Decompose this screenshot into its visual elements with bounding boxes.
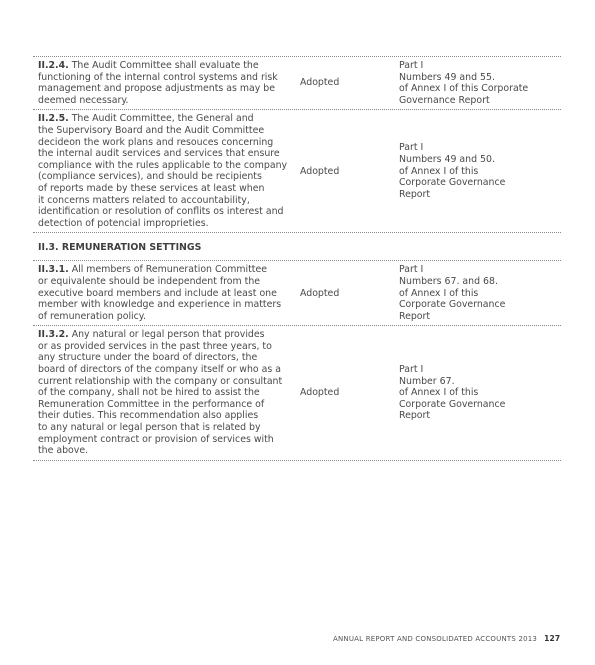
recommendations-table — [33, 56, 561, 461]
reference-line: Corporate Governance — [399, 299, 506, 311]
recommendation-line: employment contract or provision of services with — [38, 433, 274, 445]
reference-line: Governance Report — [399, 94, 490, 106]
recommendation-line: the Supervisory Board and the Audit Committee — [38, 124, 265, 136]
reference-line: Part I — [399, 142, 424, 154]
reference-line: Numbers 49 and 55. — [399, 71, 495, 83]
recommendation-line: it concerns matters related to accountability, — [38, 194, 250, 206]
recommendation-line-text: The Audit Committee, the General and — [71, 113, 254, 125]
reference-line: Report — [399, 188, 431, 200]
recommendation-line: of the company, shall not be hired to assist the — [38, 387, 260, 399]
recommendation-code: II.3.2. — [38, 329, 69, 341]
recommendation-line — [38, 60, 291, 72]
recommendation-line: the internal audit services and services that ensure — [38, 148, 280, 160]
audit-rows — [33, 56, 561, 232]
recommendation-line: (compliance services), and should be recipients — [38, 171, 262, 183]
reference-line: Corporate Governance — [399, 177, 506, 189]
recommendation-line — [38, 329, 291, 341]
recommendation-line — [38, 264, 291, 276]
reference-line: Corporate Governance — [399, 398, 506, 410]
reference-line: Part I — [399, 364, 424, 376]
reference-line: of Annex I of this — [399, 387, 479, 399]
adoption-status: Adopted — [300, 387, 340, 399]
recommendation-text — [33, 113, 291, 229]
recommendation-line: of reports made by these services at least when — [38, 182, 265, 194]
recommendation-line: of remuneration policy. — [38, 310, 146, 322]
recommendation-line: any structure under the board of directors, the — [38, 352, 258, 364]
recommendation-line: detection of potencial improprieties. — [38, 217, 209, 229]
recommendation-line: the above. — [38, 445, 89, 457]
reference-line: Report — [399, 310, 431, 322]
reference-line: Report — [399, 410, 431, 422]
recommendation-text — [33, 60, 291, 106]
page-footer — [333, 634, 560, 643]
reference-line: Number 67. — [399, 375, 455, 387]
reference-line: of Annex I of this — [399, 287, 479, 299]
reference-line: Part I — [399, 264, 424, 276]
table-row — [33, 325, 561, 461]
recommendation-line: current relationship with the company or consultant — [38, 375, 283, 387]
page-number: 127 — [544, 634, 561, 643]
recommendation-text — [33, 329, 291, 457]
report-reference — [399, 60, 559, 106]
recommendation-line: or as provided services in the past three years, to — [38, 340, 272, 352]
recommendation-line-text: The Audit Committee shall evaluate the — [71, 60, 259, 71]
recommendation-line: deemed necessary. — [38, 94, 129, 106]
recommendation-line — [38, 113, 291, 125]
recommendation-line: board of directors of the company itself or who as a — [38, 364, 281, 376]
recommendation-line: identification or resolution of conflits os interest and — [38, 206, 284, 218]
recommendation-line-text: Any natural or legal person that provides — [71, 329, 265, 341]
recommendation-code: II.2.4. — [38, 60, 69, 71]
section-heading: II.3. REMUNERATION SETTINGS — [33, 232, 561, 260]
recommendation-line: decideon the work plans and resouces concerning — [38, 136, 274, 148]
adoption-status: Adopted — [300, 165, 340, 177]
footer-title: ANNUAL REPORT AND CONSOLIDATED ACCOUNTS 2013 — [333, 635, 538, 643]
recommendation-line: Remuneration Committee in the performance of — [38, 398, 265, 410]
reference-line: Part I — [399, 60, 424, 71]
adoption-status: Adopted — [300, 287, 340, 299]
recommendation-line: their duties. This recommendation also applies — [38, 410, 259, 422]
reference-line: of Annex I of this Corporate — [399, 83, 529, 95]
table-row — [33, 109, 561, 232]
adoption-status: Adopted — [300, 77, 340, 89]
recommendation-line: member with knowledge and experience in matters — [38, 299, 282, 311]
report-reference — [399, 364, 559, 422]
report-reference — [399, 142, 559, 200]
recommendation-line: management and propose adjustments as may be — [38, 83, 275, 95]
reference-line: Numbers 67. and 68. — [399, 275, 498, 287]
reference-line: of Annex I of this — [399, 165, 479, 177]
report-reference — [399, 264, 559, 322]
recommendation-line: or equivalente should be independent from the — [38, 275, 261, 287]
recommendation-line: to any natural or legal person that is related by — [38, 422, 261, 434]
recommendation-line: executive board members and include at least one — [38, 287, 277, 299]
recommendation-code: II.3.1. — [38, 264, 69, 276]
recommendation-text — [33, 264, 291, 322]
reference-line: Numbers 49 and 50. — [399, 153, 495, 165]
table-row — [33, 260, 561, 325]
recommendation-code: II.2.5. — [38, 113, 69, 125]
recommendation-line: functioning of the internal control systems and risk — [38, 71, 278, 83]
table-row — [33, 56, 561, 109]
recommendation-line-text: All members of Remuneration Committee — [71, 264, 268, 276]
remuneration-rows — [33, 260, 561, 461]
recommendation-line: compliance with the rules applicable to the company — [38, 159, 288, 171]
